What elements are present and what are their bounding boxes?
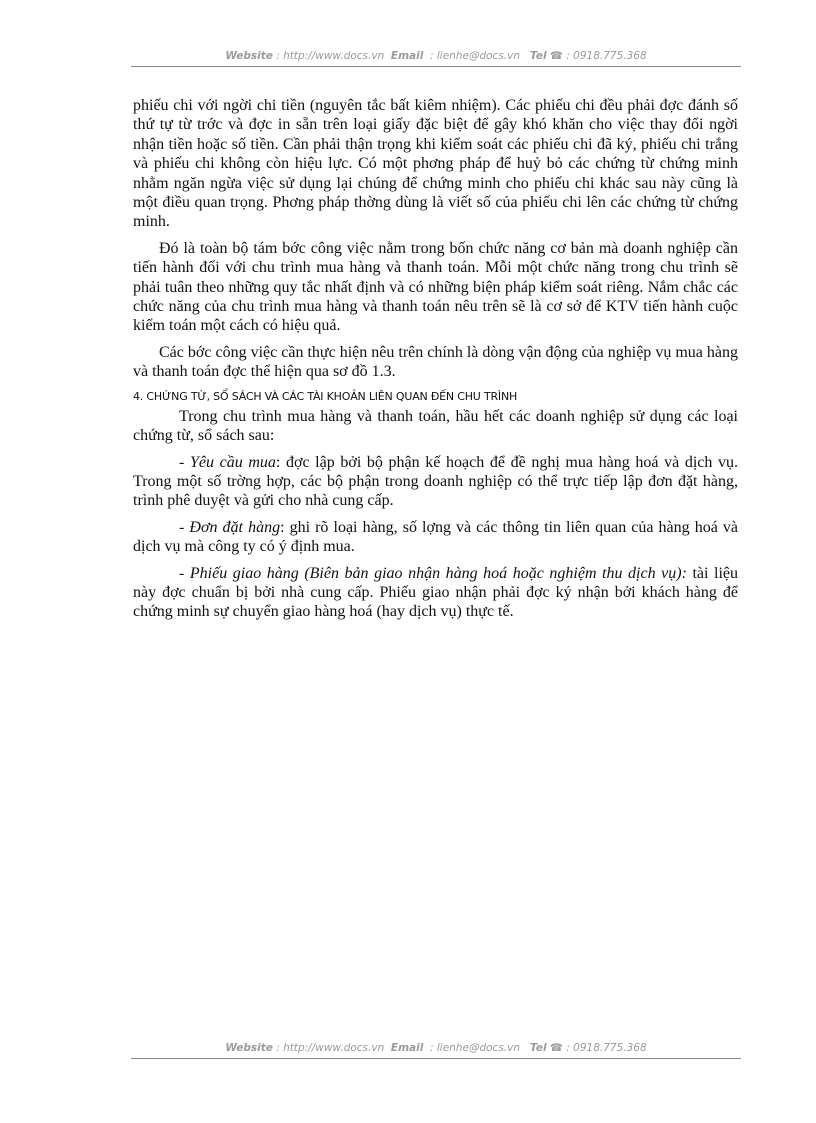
paragraph-3: Các bớc công việc cần thực hiện nêu trên chính là dòng vận động của nghiệp vụ mua hàng và thanh toán đợc thể hiện qua sơ đồ 1.3.: [133, 343, 738, 381]
header-tel-label: Tel: [530, 50, 547, 62]
paragraph-6-text: : ghi rõ loại hàng, số lợng và các thông tin liên quan của hàng hoá và dịch vụ mà công ty có ý định mua.: [133, 518, 738, 556]
paragraph-5-text: : đợc lập bởi bộ phận kế hoạch để đề nghị mua hàng hoá và dịch vụ. Trong một số trờng hợp, các bộ phận trong doanh nghiệp có thể trực tiếp lập đơn đặt hàng, trình phê duyệt và gửi cho nhà cung cấp.: [133, 453, 739, 510]
page-footer: [131, 1041, 741, 1055]
footer-tel-value: ☎ : 0918.775.368: [549, 1042, 647, 1054]
footer-tel-label: Tel: [530, 1042, 547, 1054]
page-header: [131, 49, 741, 63]
paragraph-5: [133, 453, 738, 511]
header-email-label: Email: [390, 50, 424, 62]
paragraph-4: Trong chu trình mua hàng và thanh toán, hầu hết các doanh nghiệp sử dụng các loại chứng từ, sổ sách sau:: [133, 407, 738, 445]
footer-website-value: : http://www.docs.vn: [276, 1042, 385, 1054]
footer-email-value: : lienhe@docs.vn: [430, 1042, 520, 1054]
header-divider: [131, 66, 741, 67]
header-email-value: : lienhe@docs.vn: [430, 50, 520, 62]
header-website-label: Website: [225, 50, 273, 62]
term-phieu-giao-hang: - Phiếu giao hàng (Biên bản giao nhận hàng hoá hoặc nghiệm thu dịch vụ):: [179, 564, 687, 582]
paragraph-7-text: tài liệu này đợc chuẩn bị bởi nhà cung cấp. Phiếu giao nhận phải đợc ký nhận bởi khách hàng để chứng minh sự chuyển giao hàng hoá (hay dịch vụ) thực tế.: [133, 564, 738, 621]
footer-divider: [131, 1058, 741, 1059]
header-website-value: : http://www.docs.vn: [276, 50, 385, 62]
paragraph-2: Đó là toàn bộ tám bớc công việc nằm trong bốn chức năng cơ bản mà doanh nghiệp cần tiến hành đối với chu trình mua hàng và thanh toán. Mỗi một chức năng trong chu trình sẽ phải tuân theo những quy tắc nhất định và có những biện pháp kiểm soát riêng. Nắm chắc các chức năng của chu trình mua hàng và thanh toán nêu trên sẽ là cơ sở để KTV tiến hành cuộc kiểm toán một cách có hiệu quả.: [133, 239, 738, 335]
header-tel-value: ☎ : 0918.775.368: [549, 50, 647, 62]
term-yeu-cau-mua: - Yêu cầu mua: [179, 453, 276, 471]
paragraph-6: [133, 518, 738, 557]
document-body: [133, 96, 738, 629]
footer-email-label: Email: [390, 1042, 424, 1054]
paragraph-1: phiếu chi với ngời chi tiền (nguyên tắc bất kiêm nhiệm). Các phiếu chi đều phải đợc đánh số thứ tự từ trớc và đợc in sẵn trên loại giấy đặc biệt để gây khó khăn cho việc thay đổi ngời nhận tiền hoặc số tiền. Cần phải thận trọng khi kiểm soát các phiếu chi đã ký, phiếu chi trắng và phiếu chi không còn hiệu lực. Có một phơng pháp để huỷ bỏ các chứng từ chứng minh nhằm ngăn ngừa việc sử dụng lại chúng để chứng minh cho phiếu chi khác sau này cũng là một điều quan trọng. Phơng pháp thờng dùng là viết số của phiếu chi lên các chứng từ chứng minh.: [133, 97, 738, 231]
footer-website-label: Website: [225, 1042, 273, 1054]
section-heading: 4. CHỨNG TỪ, SỔ SÁCH VÀ CÁC TÀI KHOẢN LIÊN QUAN ĐẾN CHU TRÌNH: [133, 389, 518, 403]
paragraph-7: [133, 564, 738, 622]
term-don-dat-hang: - Đơn đặt hàng: [179, 518, 281, 536]
